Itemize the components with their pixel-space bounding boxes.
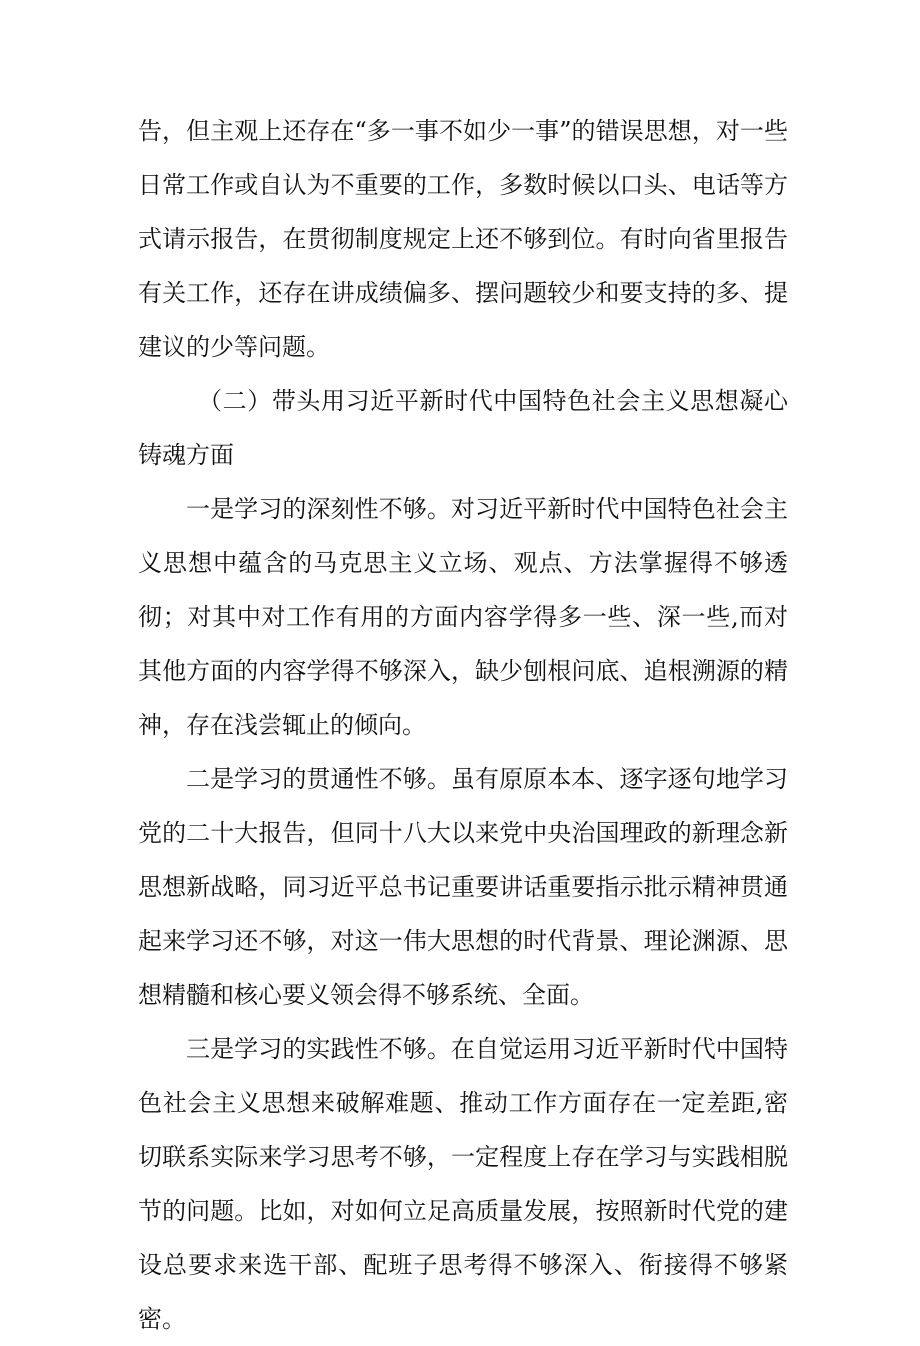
paragraph-point-3: 三是学习的实践性不够。在自觉运用习近平新时代中国特色社会主义思想来破解难题、推动工作方面存在一定差距,密切联系实际来学习思考不够，一定程度上存在学习与实践相脱节的问题。比如，对如何立足高质量发展，按照新时代党的建设总要求来选干部、配班子思考得不够深入、衔接得不够紧密。 (138, 1035, 788, 1333)
paragraph-continuation: 告，但主观上还存在“多一事不如少一事”的错误思想，对一些日常工作或自认为不重要的工作，多数时候以口头、电话等方式请示报告，在贯彻制度规定上还不够到位。有时向省里报告有关工作，还存在讲成绩偏多、摆问题较少和要支持的多、提建议的少等问题。 (138, 117, 788, 361)
section-heading-2: （二）带头用习近平新时代中国特色社会主义思想凝心铸魂方面 (138, 387, 788, 469)
document-body (138, 104, 788, 1346)
paragraph-point-2: 二是学习的贯通性不够。虽有原原本本、逐字逐句地学习党的二十大报告，但同十八大以来党中央治国理政的新理念新思想新战略，同习近平总书记重要讲话重要指示批示精神贯通起来学习还不够，对这一伟大思想的时代背景、理论渊源、思想精髓和核心要义领会得不够系统、全面。 (138, 765, 788, 1009)
paragraph-point-1: 一是学习的深刻性不够。对习近平新时代中国特色社会主义思想中蕴含的马克思主义立场、观点、方法掌握得不够透彻；对其中对工作有用的方面内容学得多一些、深一些,而对其他方面的内容学得不够深入，缺少刨根问底、追根溯源的精神，存在浅尝辄止的倾向。 (138, 495, 788, 739)
